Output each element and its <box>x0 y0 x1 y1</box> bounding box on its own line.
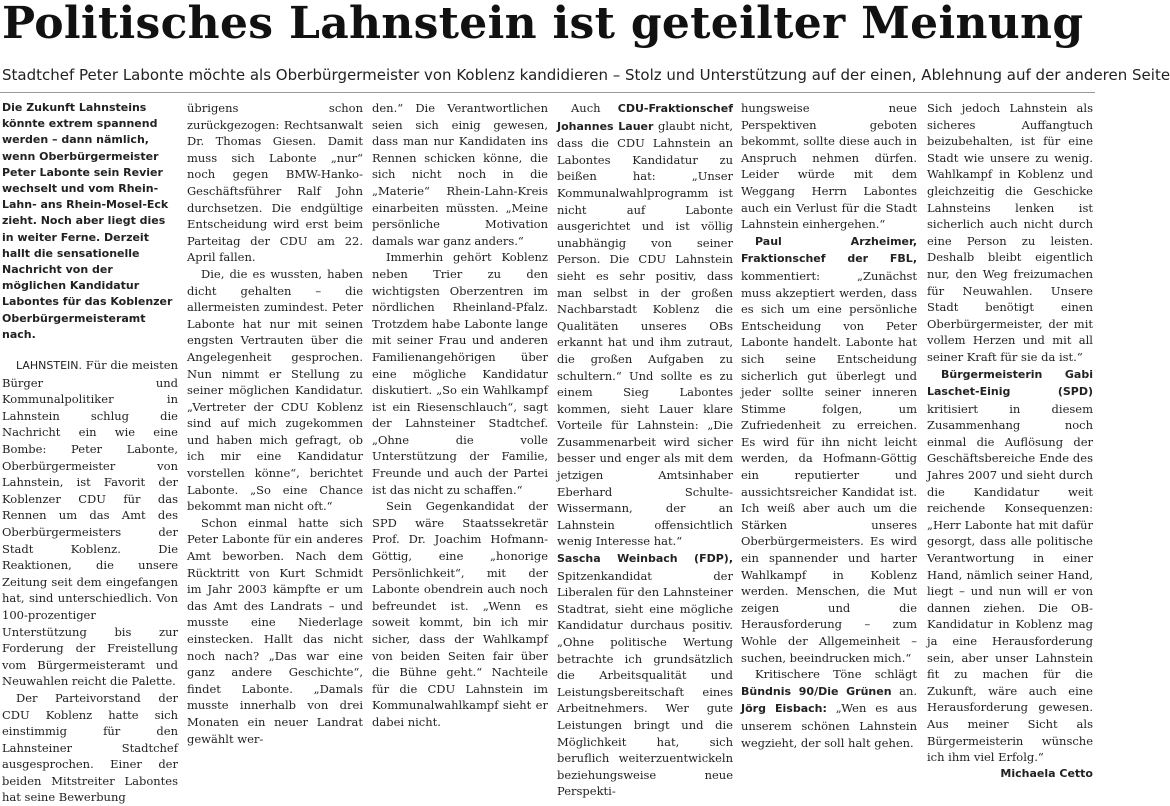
body-paragraph: Die, die es wussten, haben dicht gehalten – die allermeisten zumindest. Peter Labonte hat nur mit seinen engsten Vertrauten über die Angelegenheit gesprochen. Nun nimmt er Stellung zu seiner möglichen Kandidatur. „Vertreter der CDU Koblenz sind auf mich zugekommen und haben mich gefragt, ob ich mir eine Kandidatur vorstellen könne“, berichtet Labonte. „So eine Chance bekommt man nicht oft.“ <box>187 266 363 514</box>
body-paragraph: übrigens schon zurückgezogen: Rechtsanwalt Dr. Thomas Giesen. Damit muss sich Labonte „nur“ noch gegen BMW-Hanko-Geschäftsführer Ralf John durchsetzen. Die endgültige Entscheidung wird erst beim Parteitag der CDU am 22. April fallen. <box>187 101 363 265</box>
body-paragraph: Sein Gegenkandidat der SPD wäre Staatssekretär Prof. Dr. Joachim Hofmann-Göttig, eine „honorige Persönlichkeit“, mit der Labonte obendrein auch noch befreundet ist. „Wenn es soweit kommt, bin ich mir sicher, dass der Wahlkampf von beiden Seiten fair über die Bühne geht.“ Nachteile für die CDU Lahnstein im Kommunalwahlkampf sieht er dabei nicht. <box>372 499 548 729</box>
paragraph-text: Spitzenkandidat der Liberalen für den Lahnsteiner Stadtrat, sieht eine mögliche Kandidatur durchaus positiv. „Ohne politische Wertung betrachte ich grundsätzlich die Arbeitsqualität und Leistungsbereitschaft eines Arbeitnehmers. Wer gute Leistungen bringt und die Möglichkeit hat, sich beruflich weiterzuentwickeln beziehungsweise neue Perspekti- <box>557 568 733 799</box>
body-paragraph: Sich jedoch Lahnstein als sicheres Auffangtuch beizubehalten, ist für eine Stadt wie unsere zu wenig. Wahlkampf in Koblenz und gleichzeitig die Geschicke Lahnsteins lenken ist sicherlich auch nicht durch eine Person zu leisten. Deshalb bleibt eigentlich nur, den Weg freizumachen für Neuwahlen. Unsere Stadt benötigt einen Oberbürgermeister, der mit vollem Herzen und mit all seiner Kraft für sie da ist.“ <box>927 101 1093 364</box>
column-2 <box>187 100 363 746</box>
divider <box>0 92 1095 93</box>
body-paragraph: Schon einmal hatte sich Peter Labonte für ein anderes Amt beworben. Nach dem Rücktritt von Kurt Schmidt im Jahr 2003 kämpfte er um das Amt des Landrats – und musste eine Niederlage einstecken. Hallt das nicht noch nach? „Das war eine ganz andere Geschichte“, findet Labonte. „Damals musste innerhalb von drei Monaten ein neuer Landrat gewählt wer- <box>187 515 363 746</box>
person-name: Sascha Weinbach (FDP), <box>557 552 733 566</box>
body-paragraph <box>741 666 917 751</box>
body-paragraph <box>557 100 733 550</box>
column-4 <box>557 100 733 799</box>
body-paragraph: Immerhin gehört Koblenz neben Trier zu den wichtigsten Oberzentren im nördlichen Rheinland-Pfalz. Trotzdem habe Labonte lange mit seiner Frau und anderen Familienangehörigen über eine mögliche Kandidatur diskutiert. „So ein Wahlkampf ist ein Riesenschlauch“, sagt der Lahnsteiner Stadtchef. „Ohne die volle Unterstützung der Familie, Freunde und auch der Partei ist das nicht zu schaffen.“ <box>372 250 548 497</box>
party-name: Bündnis 90/Die Grünen <box>741 684 892 698</box>
column-5 <box>741 100 918 750</box>
paragraph-text: an. <box>899 683 918 698</box>
headline: Politisches Lahnstein ist geteilter Meinung <box>2 0 1084 49</box>
person-name: Paul Arzheimer, Fraktionschef der FBL, <box>741 234 917 266</box>
column-1 <box>2 100 178 805</box>
body-paragraph: hungsweise neue Perspektiven geboten bekommt, sollte diese auch in Anspruch nehmen dürfen. Leider würde mit dem Weggang Herrn Labontes auch ein Verlust für die Stadt Lahnstein einhergehen.“ <box>741 101 917 232</box>
person-name: Bürgermeisterin Gabi Laschet-Einig (SPD) <box>927 367 1093 399</box>
paragraph-text: Kritischere Töne schlägt <box>755 667 917 682</box>
paragraph-text: glaubt nicht, dass die CDU Lahnstein an Labontes Kandidatur zu beißen hat: „Unser Kommunalwahlprogramm ist nicht auf Labonte ausgerichtet und ist völlig unabhängig von seiner Person. Die CDU Lahnstein sieht es sehr positiv, dass man selbst in der großen Nachbarstadt Koblenz die Qualitäten unseres OBs erkannt hat und ihm zutraut, die großen Aufgaben zu schultern.“ Und sollte es zu einem Sieg Labontes kommen, sieht Lauer klare Vorteile für Lahnstein: „Die Zusammenarbeit wird sicher besser und enger als mit dem jetzigen Amtsinhaber Eberhard Schulte-Wissermann, der an Lahnstein offensichtlich wenig Interesse hat.“ <box>557 118 733 549</box>
paragraph-text: kommentiert: „Zunächst muss akzeptiert werden, dass es sich um eine persönliche Entscheidung von Peter Labonte handelt. Labonte hat sich seine Entscheidung sicherlich gut überlegt und jeder sollte seiner inneren Stimme folgen, um Zufriedenheit zu erreichen. Es wird für ihn nicht leicht werden, da Hofmann-Göttig ein reputierter und aussichtsreicher Kandidat ist. Ich weiß aber auch um die Stärken unseres Oberbürgermeisters. Es wird ein spannender und harter Wahlkampf in Koblenz werden. Menschen, die Mut zeigen und die Herausforderung – zum Wohle der Allgemeinheit – suchen, beeindrucken mich.“ <box>741 268 917 665</box>
paragraph-text: kritisiert in diesem Zusammenhang noch einmal die Auflösung der Geschäftsbereiche Ende des Jahres 2007 und sieht durch die Kandidatur weit reichende Konsequenzen: „Herr Labonte hat mit dafür gesorgt, dass alle politische Verantwortung in einer Hand, nämlich seiner Hand, liegt – und nun will er von dannen ziehen. Die OB-Kandidatur in Koblenz mag ja eine Herausforderung sein, aber unser Lahnstein fit zu machen für die Zukunft, wäre auch eine Herausforderung gewesen. Aus meiner Sicht als Bürgermeisterin wünsche ich ihm viel Erfolg.“ <box>927 401 1093 765</box>
column-6 <box>927 100 1093 780</box>
author-byline: Michaela Cetto <box>1000 766 1093 780</box>
body-paragraph <box>557 550 733 800</box>
body-paragraph <box>2 357 178 690</box>
body-paragraph <box>927 366 1093 766</box>
person-name: CDU-Fraktionschef Johannes Lauer <box>557 102 733 133</box>
paragraph-text: „Wen es aus unserem schönen Lahnstein wegzieht, der soll halt gehen. <box>741 701 917 750</box>
dateline: LAHNSTEIN. <box>16 359 83 373</box>
paragraph-text: Auch <box>571 101 601 115</box>
body-paragraph: Der Parteivorstand der CDU Koblenz hatte sich einstimmig für den Lahnsteiner Stadtchef ausgesprochen. Einer der beiden Mitstreiter Labontes hat seine Bewerbung <box>2 690 178 805</box>
body-paragraph: den.“ Die Verantwortlichen seien sich einig gewesen, dass man nur Kandidaten ins Rennen schicken könne, die sich nicht noch in die „Materie“ Rhein-Lahn-Kreis einarbeiten müssten. „Meine persönliche Motivation damals war ganz anders.“ <box>372 101 548 248</box>
body-paragraph <box>741 233 917 666</box>
subheadline: Stadtchef Peter Labonte möchte als Oberbürgermeister von Koblenz kandidieren – Stolz und Unterstützung auf der einen, Ablehnung auf der anderen Seite <box>2 66 1170 84</box>
paragraph-text: Für die meisten Bürger und Kommunalpolitiker in Lahnstein schlug die Nachricht ein wie eine Bombe: Peter Labonte, Oberbürgermeister von Lahnstein, ist Favorit der Koblenzer CDU für das Rennen um das Amt des Oberbürgermeisters der Stadt Koblenz. Die Reaktionen, die unsere Zeitung seit dem eingefangen hat, sind unterschiedlich. Von 100-prozentiger Unterstützung bis zur Forderung der Freistellung vom Bürgermeisteramt und Neuwahlen reicht die Palette. <box>2 358 178 689</box>
column-3 <box>372 100 548 729</box>
person-name: Jörg Eisbach: <box>741 702 827 716</box>
lead-paragraph: Die Zukunft Lahnsteins könnte extrem spannend werden – dann nämlich, wenn Oberbürgermeister Peter Labonte sein Revier wechselt und vom Rhein-Lahn- ans Rhein-Mosel-Eck zieht. Noch aber liegt dies in weiter Ferne. Derzeit hallt die sensationelle Nachricht von der möglichen Kandidatur Labontes für das Koblenzer Oberbürgermeisteramt nach. <box>2 101 173 341</box>
article-columns <box>0 100 1095 805</box>
